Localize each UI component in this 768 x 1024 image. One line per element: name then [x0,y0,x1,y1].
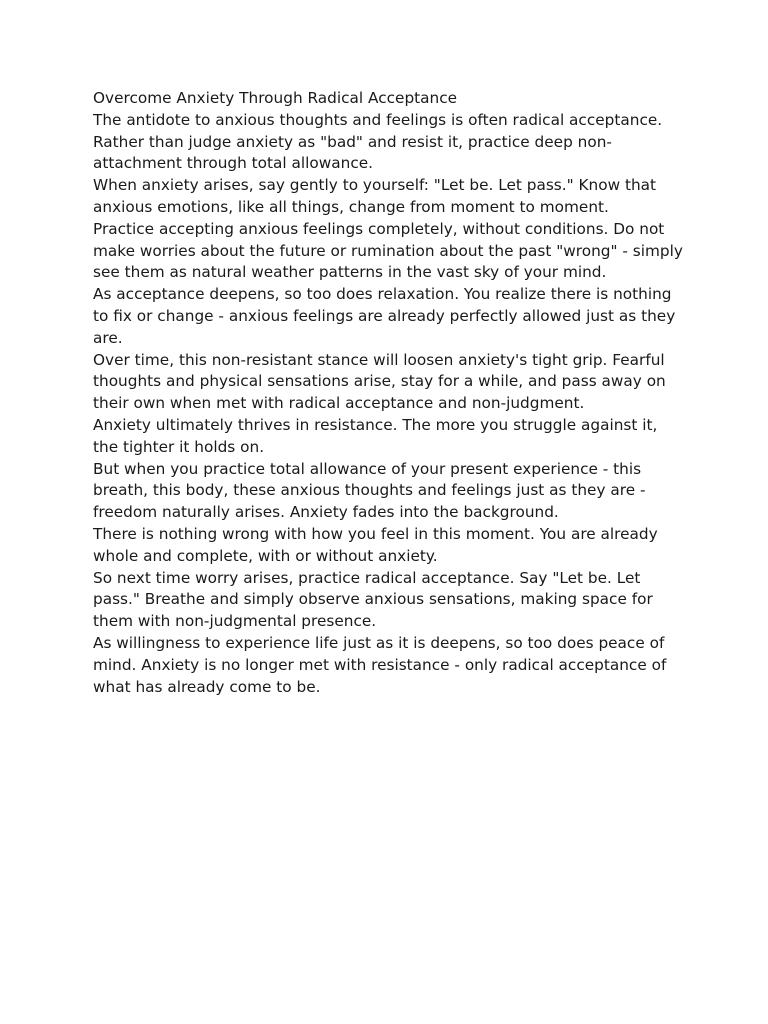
paragraph-3: Practice accepting anxious feelings completely, without conditions. Do not make worries about the future or rumination about the past "wrong" - simply see them as natural weather patterns in the vast sky of your mind. [93,219,683,282]
paragraph-5: Over time, this non-resistant stance will loosen anxiety's tight grip. Fearful thoughts and physical sensations arise, stay for a while, and pass away on their own when met with radical acceptance and non-judgment. [93,350,666,413]
paragraph-10: As willingness to experience life just as it is deepens, so too does peace of mind. Anxiety is no longer met with resistance - only radical acceptance of what has already come to be. [93,633,667,696]
paragraph-6: Anxiety ultimately thrives in resistance. The more you struggle against it, the tighter it holds on. [93,415,658,456]
paragraph-1: The antidote to anxious thoughts and feelings is often radical acceptance. Rather than judge anxiety as "bad" and resist it, practice deep non-attachment through total allowance. [93,110,663,173]
paragraph-9: So next time worry arises, practice radical acceptance. Say "Let be. Let pass." Breathe and simply observe anxious sensations, making space for them with non-judgmental presence. [93,568,653,631]
paragraph-8: There is nothing wrong with how you feel in this moment. You are already whole and complete, with or without anxiety. [93,524,658,565]
paragraph-4: As acceptance deepens, so too does relaxation. You realize there is nothing to fix or change - anxious feelings are already perfectly allowed just as they are. [93,285,676,347]
document-title: Overcome Anxiety Through Radical Acceptance [93,89,458,107]
paragraph-7: But when you practice total allowance of your present experience - this breath, this body, these anxious thoughts and feelings just as they are - freedom naturally arises. Anxiety fades into the background. [93,459,646,522]
document-body [93,88,683,698]
paragraph-2: When anxiety arises, say gently to yourself: "Let be. Let pass." Know that anxious emotions, like all things, change from moment to moment. [93,176,657,216]
